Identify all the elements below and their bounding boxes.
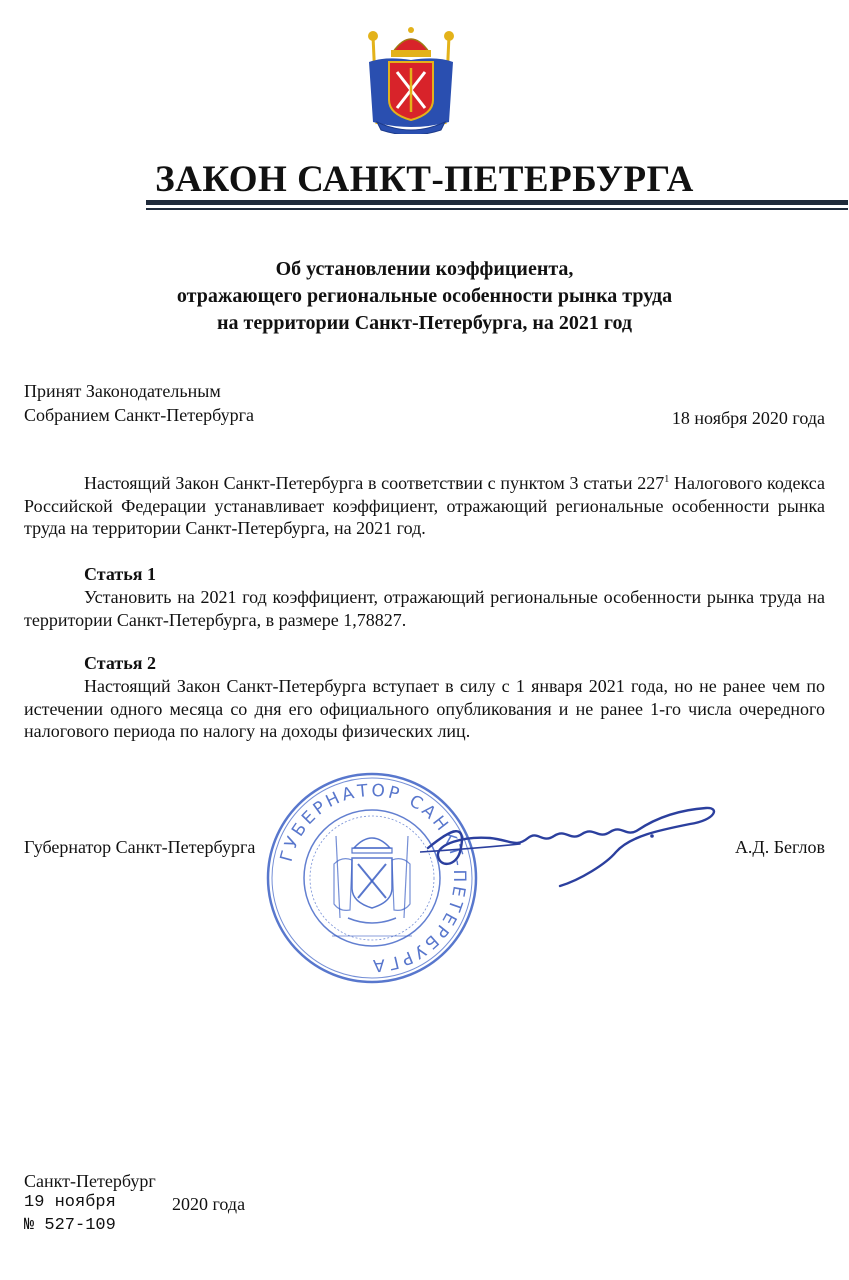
footer-date-year: 2020 года	[172, 1194, 246, 1214]
adoption-line-2: Собранием Санкт-Петербурга	[24, 405, 254, 425]
article-2-title: Статья 2	[84, 653, 156, 673]
law-title: ЗАКОН САНКТ-ПЕТЕРБУРГА	[155, 159, 694, 200]
adoption-line-1: Принят Законодательным	[24, 381, 221, 401]
preamble-text-2: Налогового кодекса Российской Федерации устанавливает коэффициент, отражающий региональные особенности рынка труда на территории Санкт-Петербурга, на 2021 год.	[24, 473, 825, 538]
article-2-text: Настоящий Закон Санкт-Петербурга вступает в силу с 1 января 2021 года, но не ранее чем по истечении одного месяца со дня его официального опубликования и не ранее 1-го числа очередного налогового периода по налогу на доходы физических лиц.	[24, 676, 825, 741]
article-1-title: Статья 1	[84, 564, 156, 584]
preamble-text-1: Настоящий Закон Санкт-Петербурга в соответствии с пунктом 3 статьи 227	[84, 473, 665, 493]
subject-line-2: отражающего региональные особенности рынка труда	[176, 285, 673, 307]
coat-of-arms-emblem	[355, 22, 467, 134]
law-subject	[0, 256, 849, 337]
title-rule-thin	[146, 208, 848, 210]
preamble-paragraph	[24, 472, 825, 540]
handwritten-signature	[420, 790, 725, 900]
preamble-superscript: 1	[664, 474, 670, 485]
signature-position: Губернатор Санкт-Петербурга	[24, 837, 256, 857]
footer-number: № 527-109	[24, 1216, 116, 1235]
article-1-text: Установить на 2021 год коэффициент, отражающий региональные особенности рынка труда на территории Санкт-Петербурга, в размере 1,78827.	[24, 587, 825, 630]
footer-date-day-month: 19 ноября	[24, 1193, 116, 1212]
title-rule-thick	[146, 200, 848, 205]
subject-line-3: на территории Санкт-Петербурга, на 2021 год	[216, 312, 633, 334]
seal-ring-text: ГУБЕРНАТОР САНКТ-ПЕТЕРБУРГА	[276, 780, 470, 976]
subject-line-1: Об установлении коэффициента,	[275, 258, 574, 280]
signatory-name: А.Д. Беглов	[734, 837, 825, 857]
adoption-date: 18 ноября 2020 года	[671, 408, 825, 428]
footer-city: Санкт-Петербург	[24, 1171, 156, 1191]
